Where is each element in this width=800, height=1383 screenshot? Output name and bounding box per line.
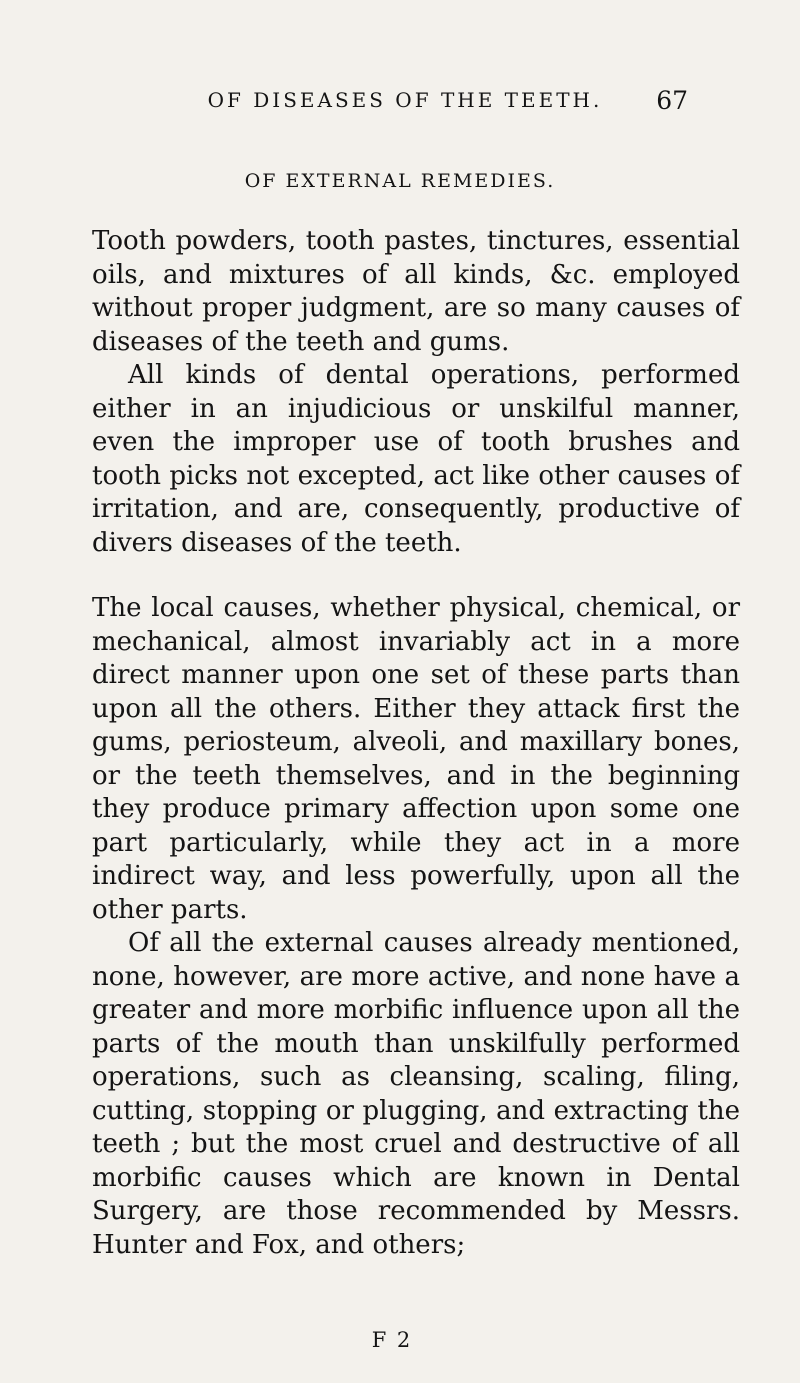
running-head [0,86,800,120]
page-number: 67 [656,86,688,115]
paragraph-1: Tooth powders, tooth pastes, tinctures, essential oils, and mixtures of all kinds, &c. employed without proper judgment, are so many causes of diseases of the teeth and gums. [92,226,740,357]
signature-mark: F 2 [371,1328,413,1352]
paragraph-4: Of all the external causes already mentioned, none, however, are more active, and none have a greater and more morbific influence upon all the parts of the mouth than unskilfully performed operations, such as cleansing, scaling, filing, cutting, stopping or plugging, and extracting the teeth ; but the most cruel and destructive of all morbific causes which are known in Dental Surgery, are those recommended by Messrs. Hunter and Fox, and others; [92,928,740,1260]
section-title: OF EXTERNAL REMEDIES. [244,170,556,192]
paragraph-2: All kinds of dental operations, performed either in an injudicious or unskilful manner, even the improper use of tooth brushes and tooth picks not excepted, act like other causes of irritation, and are, consequently, productive of divers diseases of the teeth. [92,360,740,558]
body-text [92,225,740,1262]
paragraph-3: The local causes, whether physical, chemical, or mechanical, almost invariably act in a more direct manner upon one set of these parts than upon all the others. Either they attack first the gums, periosteum, alveoli, and maxillary bones, or the teeth themselves, and in the beginning they produce primary affection upon some one part particularly, while they act in a more indirect way, and less powerfully, upon all the other parts. [92,593,740,925]
running-title: OF DISEASES OF THE TEETH. [207,88,603,112]
